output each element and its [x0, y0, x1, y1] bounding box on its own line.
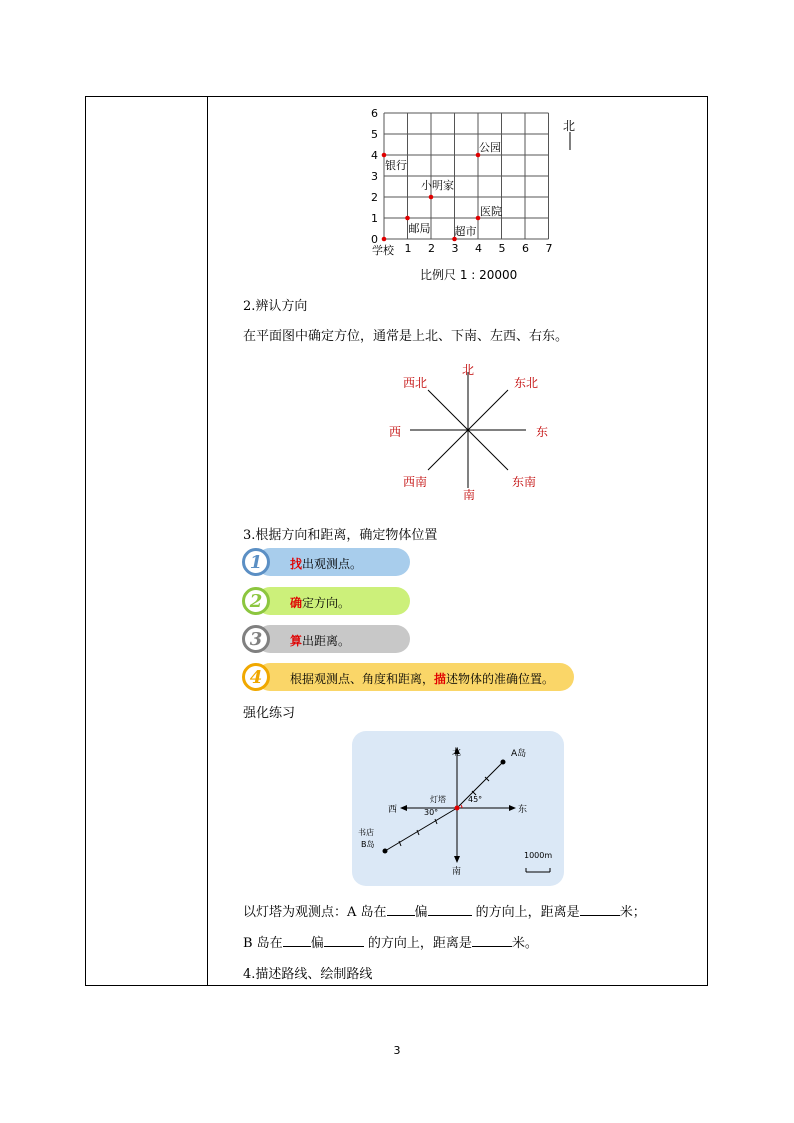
x-tick-label: 5 — [498, 242, 506, 255]
y-tick-label: 3 — [371, 170, 378, 183]
compass-north: 北 — [462, 363, 475, 377]
practice-scale: 1000m — [524, 851, 553, 860]
practice-west: 西 — [388, 805, 398, 815]
place-label: 超市 — [454, 225, 477, 238]
place-marker — [382, 153, 387, 158]
x-tick-label: 2 — [428, 242, 435, 255]
blank-a-direction-2[interactable] — [428, 915, 472, 916]
step-4-pill — [256, 663, 574, 691]
y-tick-label: 4 — [371, 149, 378, 162]
place-marker — [382, 237, 387, 242]
section-3-heading: 3.根据方向和距离，确定物体位置 — [243, 528, 438, 543]
blank-a-distance[interactable] — [580, 915, 620, 916]
section-2-body: 在平面图中确定方位，通常是上北、下南、左西、右东。 — [243, 329, 569, 344]
map-scale-text: 比例尺 1 : 20000 — [420, 268, 518, 282]
practice-heading: 强化练习 — [243, 706, 296, 721]
section-4-heading: 4.描述路线、绘制路线 — [243, 967, 373, 982]
compass-northeast: 东北 — [514, 376, 539, 390]
blank-b-direction-1[interactable] — [283, 946, 311, 947]
lighthouse-label: 灯塔 — [430, 795, 446, 804]
place-label: 小明家 — [421, 179, 454, 192]
y-tick-label: 6 — [371, 107, 378, 120]
compass-southwest: 西南 — [403, 475, 428, 489]
step-3-pill — [256, 625, 410, 653]
place-label: 邮局 — [408, 222, 431, 235]
angle-a-label: 45° — [468, 795, 483, 804]
y-tick-label: 2 — [371, 191, 378, 204]
x-tick-label: 6 — [522, 242, 529, 255]
place-label: 医院 — [480, 205, 502, 218]
step-4-text: 根据观测点、角度和距离，描述物体的准确位置。 — [290, 672, 555, 686]
place-marker — [429, 195, 434, 200]
compass-west: 西 — [389, 425, 402, 439]
practice-diagram — [352, 731, 564, 886]
angle-b-label: 30° — [424, 808, 439, 817]
map-north-label: 北 — [563, 119, 576, 133]
step-4-badge: 4 — [242, 663, 270, 691]
step-3-badge: 3 — [242, 625, 270, 653]
island-b-label: B岛 — [361, 840, 375, 849]
practice-east: 东 — [518, 805, 528, 815]
question-line-2: B 岛在 偏 的方向上，距离是 米。 — [243, 936, 538, 951]
north-arrow-icon — [567, 132, 573, 152]
x-tick-label: 1 — [404, 242, 412, 255]
step-1-text: 找出观测点。 — [290, 557, 363, 571]
x-tick-label: 3 — [451, 242, 459, 255]
practice-south: 南 — [452, 867, 462, 877]
x-tick-label: 7 — [545, 242, 553, 255]
blank-b-direction-2[interactable] — [324, 946, 364, 947]
grid-map — [365, 104, 595, 264]
x-tick-label: 4 — [475, 242, 482, 255]
question-line-1: 以灯塔为观测点：A 岛在 偏 的方向上，距离是 米； — [243, 905, 646, 920]
y-tick-label: 5 — [371, 128, 378, 141]
practice-north: 北 — [452, 748, 462, 758]
step-3-text: 算出距离。 — [290, 634, 351, 648]
step-2-pill — [256, 587, 410, 615]
blank-b-distance[interactable] — [472, 946, 512, 947]
table-column-divider — [207, 96, 208, 986]
compass-northwest: 西北 — [403, 376, 428, 390]
bookstore-label: 书店 — [358, 828, 374, 837]
compass-south: 南 — [463, 488, 476, 502]
step-2-badge: 2 — [242, 587, 270, 615]
blank-a-direction-1[interactable] — [387, 915, 415, 916]
compass-rose — [410, 372, 526, 488]
section-2-heading: 2.辨认方向 — [243, 299, 308, 314]
place-label: 学校 — [372, 244, 394, 257]
step-2-text: 确定方向。 — [290, 596, 351, 610]
compass-east: 东 — [536, 425, 549, 439]
island-a-label: A岛 — [511, 749, 527, 759]
step-1-badge: 1 — [242, 548, 270, 576]
page-number: 3 — [393, 1044, 401, 1057]
y-tick-label: 0 — [371, 233, 378, 246]
step-1-pill — [256, 548, 410, 576]
place-marker — [405, 216, 410, 221]
place-label: 银行 — [385, 159, 407, 172]
place-label: 公园 — [479, 141, 501, 154]
y-tick-label: 1 — [371, 212, 378, 225]
compass-southeast: 东南 — [512, 475, 537, 489]
